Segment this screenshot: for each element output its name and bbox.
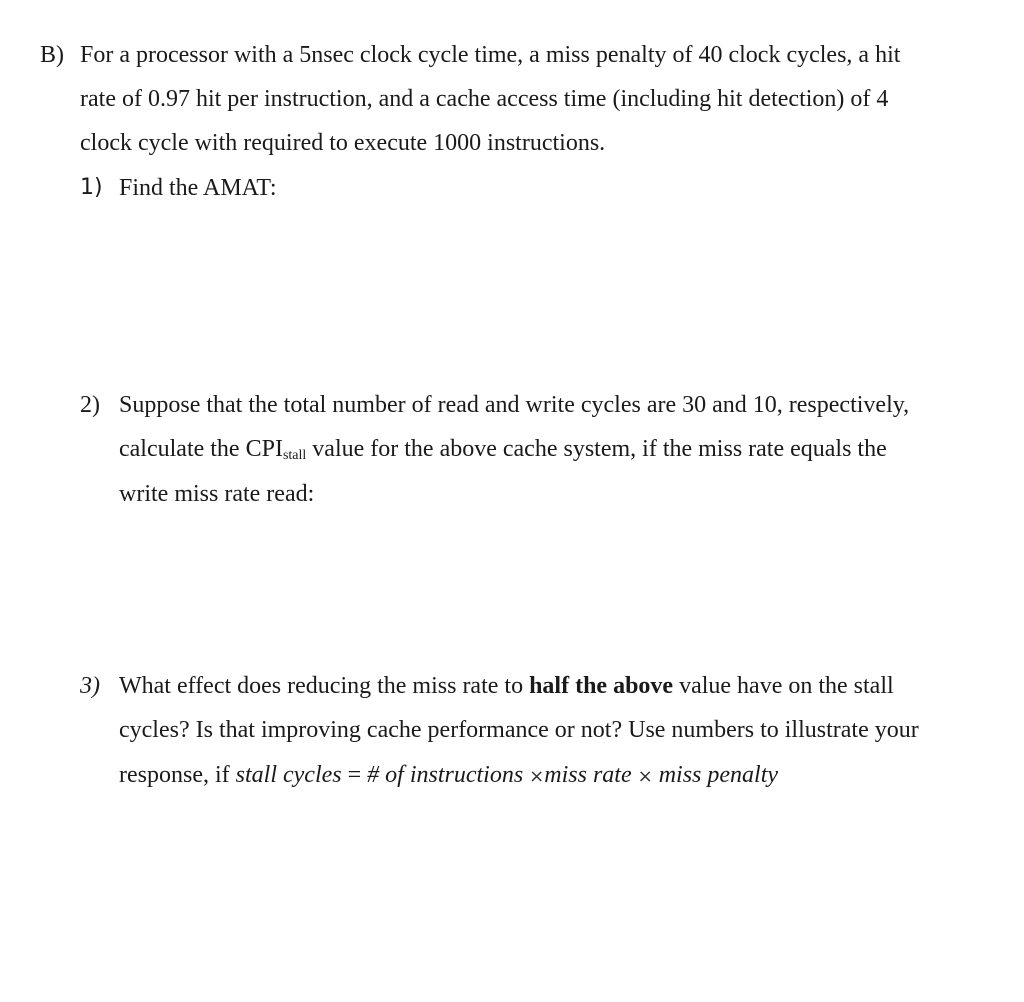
emphasis-half-the-above: half the above [529, 673, 674, 699]
times-symbol: × [529, 766, 545, 787]
section-label: B) [40, 42, 64, 68]
intro-line-3: clock cycle with required to execute 1000 instructions. [80, 130, 606, 156]
q1-marker: 1) [80, 175, 103, 200]
cpi-stall-term: $CPI_{stall}$ [245, 436, 307, 463]
q2-marker: 2) [80, 392, 100, 418]
q3-marker: 3) [80, 673, 100, 699]
intro-line-2: rate of 0.97 hit per instruction, and a cache access time (including hit detection) of 4 [80, 86, 889, 112]
q3-line-1: What effect does reducing the miss rate to half the above value have on the stall [119, 673, 894, 699]
q3-line-2: cycles? Is that improving cache performance or not? Use numbers to illustrate your [119, 717, 919, 743]
stall-cycles-formula: stall cycles = # of instructions ×miss rate × miss penalty [235, 762, 779, 788]
q2-line-1: Suppose that the total number of read and write cycles are 30 and 10, respectively, [119, 392, 910, 418]
q2-line-2: calculate the $CPI_{stall}$ value for the above cache system, if the miss rate equals the [119, 436, 887, 463]
q1-text: Find the AMAT: [119, 175, 277, 201]
times-symbol: × [637, 766, 653, 787]
q2-line-3: write miss rate read: [119, 481, 315, 507]
intro-line-1: For a processor with a 5nsec clock cycle time, a miss penalty of 40 clock cycles, a hit [80, 42, 901, 68]
q3-line-3: response, if stall cycles = # of instructions ×miss rate × miss penalty [119, 762, 779, 788]
